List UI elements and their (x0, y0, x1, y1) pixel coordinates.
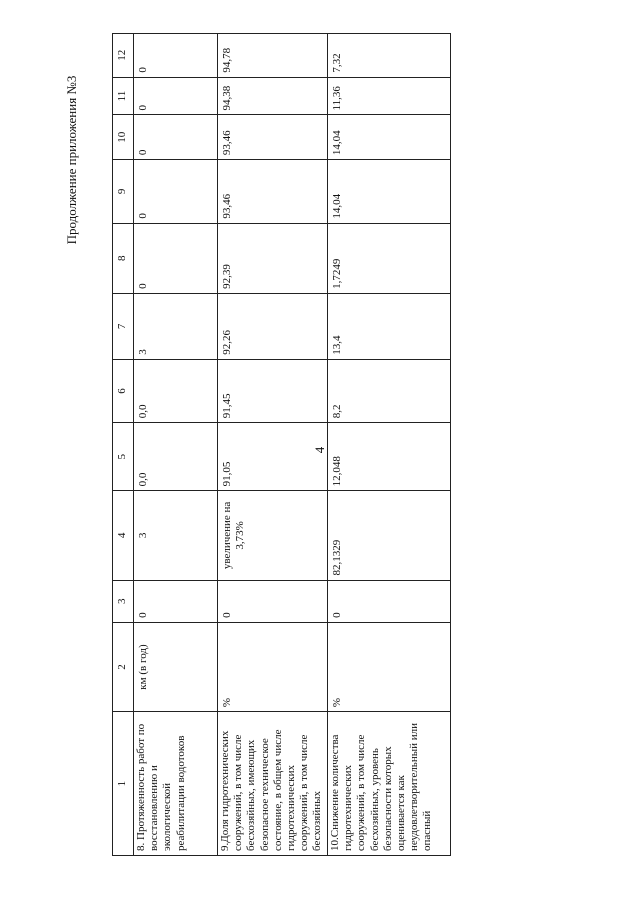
value-cell: увеличение на 3,73% (218, 491, 328, 580)
column-header: 6 (113, 359, 134, 423)
value-cell: 0 (134, 115, 218, 160)
value-cell: 93,46 (218, 160, 328, 224)
column-header: 5 (113, 423, 134, 491)
value-cell: 0 (134, 77, 218, 115)
unit-cell: км (в год) (134, 622, 218, 711)
table-row (134, 34, 218, 856)
value-cell: 7,32 (328, 34, 451, 78)
value-cell: 8,2 (328, 359, 451, 423)
value-cell: 14,04 (328, 115, 451, 160)
value-cell: 0 (134, 223, 218, 293)
column-header: 9 (113, 160, 134, 224)
unit-cell: % (328, 622, 451, 711)
value-cell: 82,1329 (328, 491, 451, 580)
value-cell: 92,26 (218, 293, 328, 359)
value-cell: 0 (134, 160, 218, 224)
indicator-label: 9.Доля гидротехнических сооружений, в том числе бесхозяйных, имеющих безопасное техническое состояние, в общем числе гидротехнических сооружений, в том числе бесхозяйных (218, 712, 328, 856)
value-cell: 94,38 (218, 77, 328, 115)
column-header: 10 (113, 115, 134, 160)
table-row (218, 34, 328, 856)
table-row (328, 34, 451, 856)
column-header: 11 (113, 77, 134, 115)
value-cell: 0 (218, 580, 328, 622)
column-header: 7 (113, 293, 134, 359)
value-cell: 14,04 (328, 160, 451, 224)
indicator-label: 10.Снижение количества гидротехнических сооружений, в том числе бесхозяйных, уровень безопасности которых оценивается как неудовлетворительный или опасный (328, 712, 451, 856)
value-cell: 0,0 (134, 359, 218, 423)
value-cell: 3 (134, 491, 218, 580)
column-header: 3 (113, 580, 134, 622)
value-cell: 13,4 (328, 293, 451, 359)
value-cell: 92,39 (218, 223, 328, 293)
column-header: 2 (113, 622, 134, 711)
rotated-table-container (112, 33, 458, 856)
indicators-table (112, 33, 451, 856)
value-cell: 0,0 (134, 423, 218, 491)
value-cell: 94,78 (218, 34, 328, 78)
column-header: 12 (113, 34, 134, 78)
column-header: 8 (113, 223, 134, 293)
column-header: 1 (113, 712, 134, 856)
unit-cell: % (218, 622, 328, 711)
value-cell: 93,46 (218, 115, 328, 160)
appendix-title: Продолжение приложения №3 (64, 75, 79, 245)
page-number: 4 (312, 446, 327, 454)
value-cell: 1,7249 (328, 223, 451, 293)
value-cell: 91,05 (218, 423, 328, 491)
column-header: 4 (113, 491, 134, 580)
value-cell: 91,45 (218, 359, 328, 423)
value-cell: 12,048 (328, 423, 451, 491)
value-cell: 0 (134, 580, 218, 622)
indicator-label: 8. Протяженность работ по восстановлению и экологической реабилитации водотоков (134, 712, 218, 856)
value-cell: 3 (134, 293, 218, 359)
value-cell: 0 (328, 580, 451, 622)
value-cell: 0 (134, 34, 218, 78)
table-header-row (113, 34, 134, 856)
value-cell: 11,36 (328, 77, 451, 115)
